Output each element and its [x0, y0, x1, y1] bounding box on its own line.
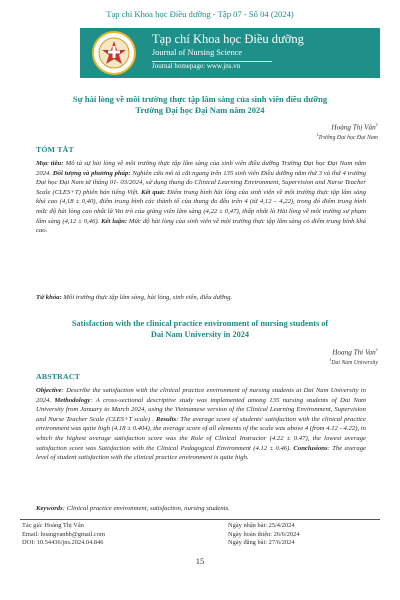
journal-title: Tạp chí Khoa học Điều dưỡng: [152, 32, 304, 46]
section-heading-abstract: ABSTRACT: [36, 372, 81, 381]
footer-revised: Ngày hoàn thiện: 26/6/2024: [228, 530, 300, 538]
page-number: 15: [195, 556, 205, 566]
article-title-vn-line1: Sự hài lòng về môi trường thực tập lâm sàng của sinh viên điều dưỡng: [72, 94, 328, 104]
article-title-en-line2: Dai Nam University in 2024: [150, 330, 250, 339]
author-en-sup: 1: [375, 347, 378, 352]
journal-homepage: Journal homepage: www.jns.vn: [152, 62, 241, 70]
keywords-en: [36, 505, 366, 512]
footer-dates: [228, 522, 300, 548]
conclusion-text-en: : The average level of student satisfaction with the clinical practice environment is quite high.: [36, 444, 367, 462]
objective-label-vn: Mục tiêu:: [36, 160, 64, 167]
footer-received: Ngày nhận bài: 25/4/2024: [228, 522, 295, 529]
journal-logo-icon: [88, 28, 140, 78]
keywords-text-en: : Clinical practice environment, satisfaction, nursing students.: [62, 505, 230, 512]
footer-author: Tác giả: Hoàng Thị Vân: [22, 522, 84, 529]
author-en: [332, 347, 378, 356]
conclusion-label-vn: Kết luận:: [101, 217, 128, 225]
keywords-text-vn: Môi trường thực tập lâm sàng, hài lòng, sinh viên, điều dưỡng.: [63, 294, 233, 301]
affiliation-vn-name: Trường Đại học Đại Nam: [318, 134, 378, 141]
result-text-vn: Điểm trung bình hài lòng của sinh viên về môi trường thực tập lâm sàng khá cao (4,18 ± 0,40), điểm trung bình các thành tố của thang đo đều trên 4 (từ 4,12 – 4,22), trong đó điểm trung bình mức độ hài lòng cao nhất là Vai trò của giảng viên lâm sàng (4,22 ± 0,47), thấp nhất là Hài lòng về môi trường sư phạm lâm sàng (4,12 ± 0,46).: [36, 188, 367, 225]
result-text-en: : The average score of students' satisfaction with the clinical practice environment was quite high (4.18 ± 0.404), the average score of all elements of the scale was above 4 (from 4.12 - 4.22), in which the highest average satisfaction score was the Role of Clinical Instructor (4.22 ± 0.47), the lowest average satisfaction score was Satisfaction with the Clinical Pedagogical Environment (4.12 ± 0.46).: [36, 415, 366, 452]
footer-published: Ngày đăng bài: 27/6/2024: [228, 539, 295, 547]
method-text-en: : A cross-sectional descriptive study was implemented among 135 nursing students of Dai Nam University from January to March 2024, using the Vietnamese version of the Clinical Learning Environment, Supervision and Nurse Teacher Scale (CLES+T scale) .: [36, 396, 366, 423]
author-vn-name: Hoàng Thị Vân: [331, 123, 376, 132]
method-label-vn: Đối tượng và phương pháp:: [52, 169, 131, 177]
author-en-name: Hoang Thi Van: [332, 348, 376, 357]
abstract-en: [36, 386, 366, 463]
article-title-en: [20, 318, 380, 340]
objective-text-en: : Describe the satisfaction with the clinical practice environment of nursing students at Dai Nam University in 2024.: [36, 387, 366, 404]
footer-email: Email: hoangvanhb@gmail.com: [22, 530, 105, 538]
abstract-vn: [36, 159, 366, 236]
affiliation-vn: [316, 132, 378, 141]
result-label-en: Results: [155, 415, 177, 423]
author-vn: [331, 122, 378, 131]
section-heading-tomtat: TÓM TẮT: [36, 145, 74, 154]
method-text-vn: Nghiên cứu mô tả cắt ngang trên 135 sinh viên Điều dưỡng năm thứ 3 và thứ 4 trường Đại học Đại Nam từ tháng 01- 03/2024, sử dụng thang đo Clinical Learning Environment, Supervision and Nurse Teacher Scale (CLES+T) phiên bản tiếng Việt.: [36, 169, 367, 196]
result-label-vn: Kết quả:: [141, 188, 166, 196]
affiliation-en: [329, 357, 378, 366]
article-title-en-line1: Satisfaction with the clinical practice environment of nursing students of: [71, 319, 329, 328]
footer-author-info: [22, 522, 105, 548]
affiliation-en-name: Dai Nam University: [331, 359, 378, 366]
method-label-en: Methodology: [54, 396, 91, 404]
article-title-vn: [20, 94, 380, 116]
affiliation-vn-sup: 1: [316, 132, 319, 137]
keywords-vn: [36, 294, 366, 301]
article-title-vn-line2: Trường Đại học Đại Nam năm 2024: [135, 105, 265, 115]
conclusion-label-en: Conclusions: [293, 444, 328, 452]
affiliation-en-sup: 1: [329, 357, 332, 362]
author-vn-sup: 1: [375, 122, 378, 127]
footer-rule: [20, 519, 380, 520]
footer-doi: DOI: 10.54436/jns.2024.04.846: [22, 539, 104, 547]
objective-label-en: Objective: [36, 387, 62, 394]
journal-subtitle: Journal of Nursing Science: [152, 48, 243, 57]
running-head: Tạp chí Khoa học Điều dưỡng - Tập 07 - Số 04 (2024): [106, 9, 294, 19]
objective-text-vn: Mô tả sự hài lòng về môi trường thực tập lâm sàng của sinh viên điều dưỡng Trường Đại học Đại Nam năm 2024.: [36, 160, 367, 177]
keywords-label-en: Keywords: [36, 505, 63, 512]
conclusion-text-vn: Mức độ hài lòng của sinh viên về môi trường thực tập lâm sàng có điểm trung bình khá cao.: [36, 217, 367, 235]
keywords-label-vn: Từ khóa:: [36, 294, 62, 301]
